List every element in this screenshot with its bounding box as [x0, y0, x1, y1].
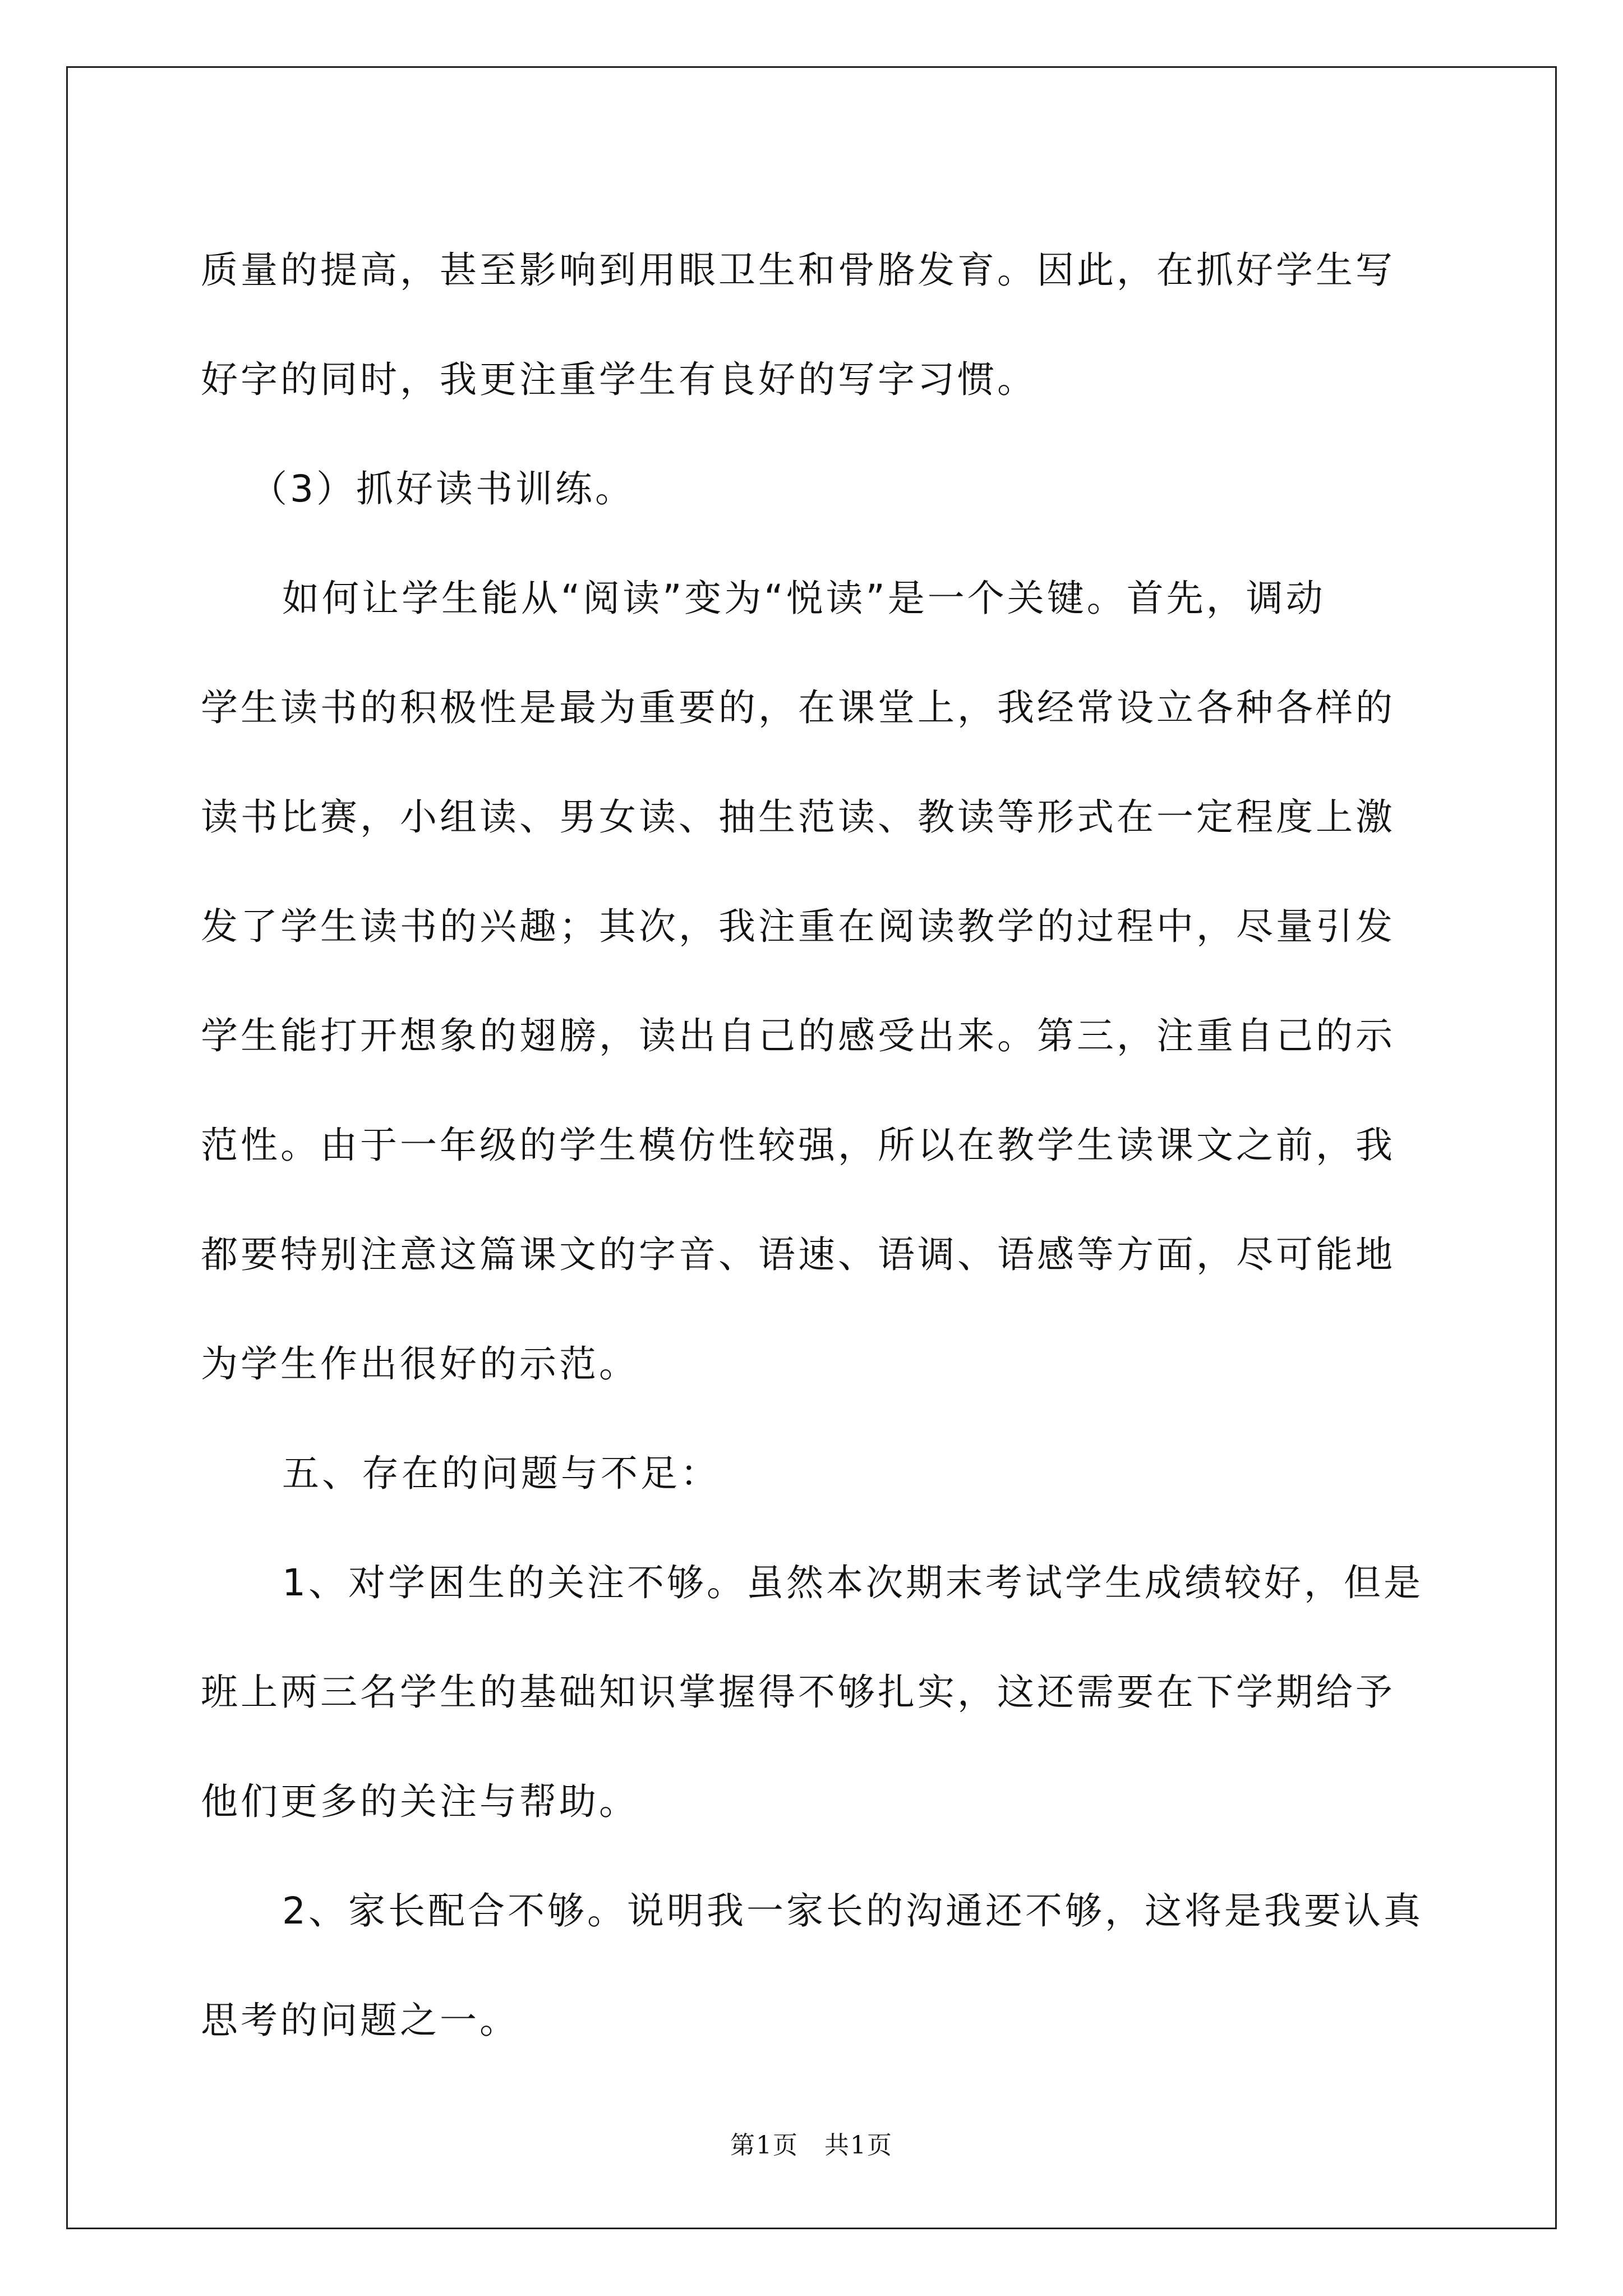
paragraph-start: 2、家长配合不够。说明我一家长的沟通还不够，这将是我要认真: [282, 1889, 1423, 1932]
document-body: [201, 215, 1423, 2075]
text-line: 好字的同时，我更注重学生有良好的写字习惯。: [201, 358, 1037, 401]
text-line: 读书比赛，小组读、男女读、抽生范读、教读等形式在一定程度上激: [201, 795, 1395, 839]
text-line: 都要特别注意这篇课文的字音、语速、语调、语感等方面，尽可能地: [201, 1233, 1395, 1276]
text-line: 班上两三名学生的基础知识掌握得不够扎实，这还需要在下学期给予: [201, 1671, 1395, 1714]
page-number: 第1页 共1页: [730, 2131, 893, 2160]
text-line: 发了学生读书的兴趣；其次，我注重在阅读教学的过程中，尽量引发: [201, 905, 1395, 948]
text-line: 学生能打开想象的翅膀，读出自己的感受出来。第三，注重自己的示: [201, 1014, 1395, 1057]
section-heading: 五、存在的问题与不足：: [282, 1452, 720, 1495]
text-line: 他们更多的关注与帮助。: [201, 1780, 639, 1823]
paragraph-start: 如何让学生能从“阅读”变为“悦读”是一个关键。首先，调动: [282, 577, 1326, 620]
section-heading: （3）抓好读书训练。: [250, 467, 635, 510]
text-line: 思考的问题之一。: [201, 1999, 519, 2042]
paragraph-start: 1、对学困生的关注不够。虽然本次期末考试学生成绩较好，但是: [282, 1561, 1423, 1604]
text-line: 范性。由于一年级的学生模仿性较强，所以在教学生读课文之前，我: [201, 1124, 1395, 1167]
text-line: 为学生作出很好的示范。: [201, 1342, 639, 1386]
text-line: 质量的提高，甚至影响到用眼卫生和骨胳发育。因此，在抓好学生写: [201, 249, 1395, 292]
text-line: 学生读书的积极性是最为重要的，在课堂上，我经常设立各种各样的: [201, 686, 1395, 729]
